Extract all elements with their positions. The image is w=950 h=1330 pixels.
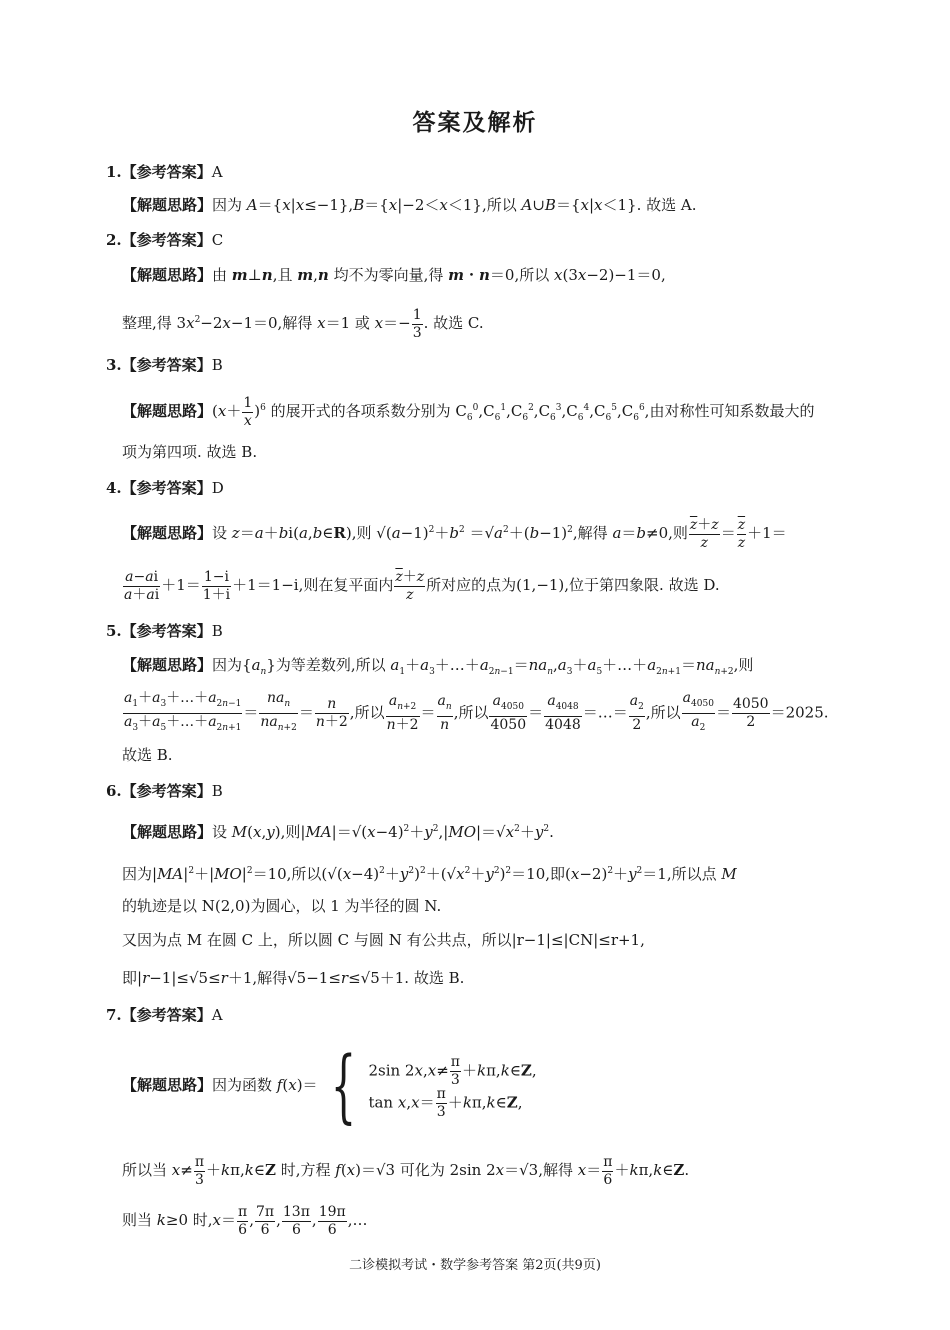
reasoning-label: 【解题思路】 bbox=[122, 1076, 213, 1094]
q2-number: 2. bbox=[106, 231, 122, 249]
reasoning-label: 【解题思路】 bbox=[122, 196, 213, 214]
q3-answer: B bbox=[211, 356, 223, 374]
q6-reasoning-line-4: 又因为点 M 在圆 C 上，所以圆 C 与圆 N 有公共点，所以|r−1|≤|CN|≤r+1, bbox=[122, 931, 645, 949]
answer-label: 【参考答案】 bbox=[121, 356, 212, 374]
reasoning-label: 【解题思路】 bbox=[122, 823, 213, 841]
answer-label: 【参考答案】 bbox=[121, 163, 212, 181]
answer-label: 【参考答案】 bbox=[121, 1006, 212, 1024]
q1-number: 1. bbox=[106, 163, 122, 181]
answer-label: 【参考答案】 bbox=[121, 782, 212, 800]
answer-label: 【参考答案】 bbox=[121, 479, 212, 497]
q1-reasoning-line: 【解题思路】因为 A＝{x|x≤−1},B＝{x|−2＜x＜1},所以 A∪B＝{x|x＜1}. 故选 A. bbox=[122, 196, 697, 214]
q6-reasoning-line: 【解题思路】设 M(x,y),则$|MA|=√(x-4)^2+y^2,|MO|=√x^2+y^2$. bbox=[122, 823, 554, 841]
q4-reasoning-line: 【解题思路】设 z＝a＋bi(a,b∈R),则 $√(a-1)^2+b^2 =√a^2+(b-1)^2$,解得 a＝b≠0,则 $\frac{\overline{z}+z}{z}$ ＝ $\frac{\overline{z}}{z}$ ＋1＝ bbox=[122, 516, 787, 551]
q7-reasoning-line-2: 所以当 x≠ $\frac{\pi}{3}$ ＋kπ,k∈Z 时,方程 f(x)＝√3 可化为 2sin 2x＝√3,解得 x＝ $\frac{\pi}{6}$ ＋kπ,k∈Z. bbox=[122, 1153, 690, 1188]
q7-reasoning-line: 【解题思路】因为函数 f(x)＝ { 2sin 2x,x≠ $\frac{\pi}{3}$ ＋kπ,k∈Z, tan x,x＝ $\frac{\pi}{3}$ ＋kπ,k∈Z, bbox=[122, 1039, 537, 1132]
q4-reasoning-line-2: $\frac{a-ai}{a+ai}$ ＋1＝ $\frac{1-i}{1+i}$ ＋1＝1−i,则在复平面内 $\frac{\overline{z}+z}{z}$ 所对应的点为(1,−1),位于第四象限. 故选 D. bbox=[124, 568, 720, 603]
answer-label: 【参考答案】 bbox=[121, 622, 212, 640]
q7-number: 7. bbox=[106, 1006, 122, 1024]
q5-number: 5. bbox=[106, 622, 122, 640]
answer-label: 【参考答案】 bbox=[121, 231, 212, 249]
q6-reasoning-line-5: 即|r−1|≤√5≤r＋1,解得√5−1≤r≤√5＋1. 故选 B. bbox=[122, 969, 465, 987]
page-title: 答案及解析 bbox=[412, 110, 538, 136]
q1-answer-line bbox=[106, 162, 223, 182]
q3-number: 3. bbox=[106, 356, 122, 374]
q6-answer: B bbox=[211, 782, 223, 800]
q4-number: 4. bbox=[106, 479, 122, 497]
reasoning-label: 【解题思路】 bbox=[122, 524, 213, 542]
q2-answer-line bbox=[106, 230, 223, 250]
q4-answer-line bbox=[106, 478, 224, 498]
piecewise-brace: { bbox=[330, 1039, 356, 1132]
q5-answer: B bbox=[211, 622, 223, 640]
q2-answer: C bbox=[211, 231, 224, 249]
reasoning-label: 【解题思路】 bbox=[122, 656, 213, 674]
q7-reasoning-line-3: 则当 k≥0 时,x＝ $\frac{\pi}{6}$ , $\frac{7\pi}{6}$ , $\frac{13\pi}{6}$ , $\frac{19\pi}{6}$ ,… bbox=[122, 1203, 368, 1238]
q4-answer: D bbox=[211, 479, 224, 497]
q6-number: 6. bbox=[106, 782, 122, 800]
q1-answer: A bbox=[211, 163, 223, 181]
reasoning-label: 【解题思路】 bbox=[122, 402, 213, 420]
q2-reasoning-line-2: 整理,得 $3x^2-2x-1=0$,解得 x＝1 或 x＝− $\frac{1}{3}$ . 故选 C. bbox=[122, 306, 484, 341]
q5-reasoning-tail: 故选 B. bbox=[122, 746, 173, 764]
q3-reasoning-tail: 项为第四项. 故选 B. bbox=[122, 443, 258, 461]
q6-reasoning-line-3: 的轨迹是以 N(2,0)为圆心，以 1 为半径的圆 N. bbox=[122, 897, 442, 915]
q6-answer-line bbox=[106, 781, 223, 801]
q5-reasoning-line: 【解题思路】因为$\{a_n\}$为等差数列,所以 $a_1+a_3+\dots+a_{2n-1}=na_n,a_3+a_5+\dots+a_{2n+1}=na_{n+2}$,则 bbox=[122, 656, 754, 677]
q2-reasoning-line: 【解题思路】由 m⊥n,且 m,n 均不为零向量,得 m・n＝0,所以 x(3x−2)−1＝0, bbox=[122, 266, 666, 284]
page-footer: 二诊模拟考试・数学参考答案 第2页(共9页) bbox=[349, 1258, 601, 1273]
q7-answer: A bbox=[211, 1006, 223, 1024]
q7-answer-line bbox=[106, 1005, 223, 1025]
piecewise-cases: 2sin 2x,x≠ $\frac{\pi}{3}$ ＋kπ,k∈Z, tan x,x＝ $\frac{\pi}{3}$ ＋kπ,k∈Z, bbox=[368, 1054, 537, 1120]
q5-answer-line bbox=[106, 621, 223, 641]
q6-reasoning-line-2: 因为$|MA|^2+|MO|^2=10$,所以$(√(x-4)^2+y^2)^2+(√x^2+y^2)^2=10$,即$(x-2)^2+y^2=1$,所以点 M bbox=[122, 865, 737, 883]
reasoning-label: 【解题思路】 bbox=[122, 266, 213, 284]
q3-reasoning-line: 【解题思路】(x＋ $\frac{1}{x}$ )$^6$ 的展开式的各项系数分别为 $C_6^0,C_6^1,C_6^2,C_6^3,C_6^4,C_6^5,C_6^6$,由对称性可知系数最大的 bbox=[122, 394, 815, 429]
q5-reasoning-line-2: $\frac{a_1+a_3+\dots+a_{2n-1}}{a_3+a_5+\dots+a_{2n+1}}$ ＝ $\frac{na_n}{na_{n+2}}$ ＝ $\frac{n}{n+2}$ ,所以 $\frac{a_{n+2}}{n+2}$ ＝ $\frac{a_n}{n}$ ,所以 $\frac{a_{4050}}{4050}$ ＝ $\frac{a_{4048}}{4048}$ ＝…＝ $\frac{a_2}{2}$ ,所以 $\frac{a_{4050}}{a_2}$ ＝ $\frac{4050}{2}$ ＝2025. bbox=[122, 690, 829, 730]
q3-answer-line bbox=[106, 355, 223, 375]
